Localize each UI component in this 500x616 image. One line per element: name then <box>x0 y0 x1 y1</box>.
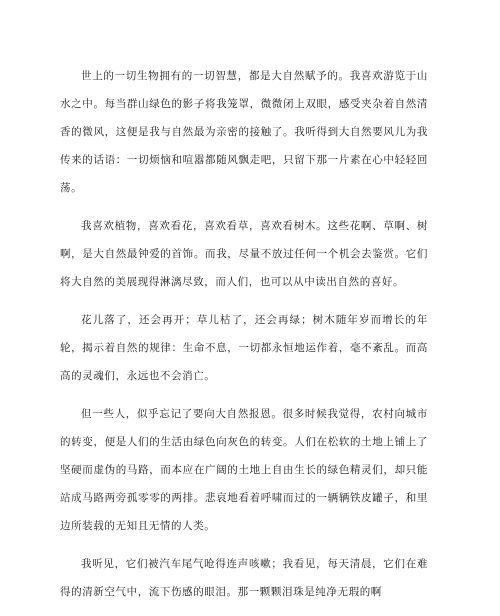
essay-body <box>60 62 428 616</box>
paragraph-3: 花儿落了，还会再开；草儿枯了，还会再绿；树木随年岁而增长的年轮，揭示着自然的规律：生命不息，一切都永恒地运作着，毫不紊乱。而高高的灵魂们，永远也不会消亡。 <box>60 314 428 382</box>
paragraph-2: 我喜欢植物，喜欢看花，喜欢看草，喜欢看树木。这些花啊、草啊、树啊，是大自然最钟爱的首饰。而我，尽量不放过任何一个机会去鉴赏。它们将大自然的美展现得淋漓尽致，而人们，也可以从中读出自然的喜好。 <box>60 220 428 288</box>
paragraph-5: 我听见，它们被汽车尾气呛得连声咳嗽；我看见，每天清晨，它们在难得的清新空气中，流下伤感的眼泪。那一颗颗泪珠是纯净无瑕的啊 <box>60 558 428 598</box>
paragraph-4: 但一些人，似乎忘记了要向大自然报恩。很多时候我觉得，农村向城市的转变，便是人们的生活由绿色向灰色的转变。人们在松软的土地上铺上了坚硬而虚伪的马路，而本应在广阔的土地上自由生长的绿色精灵们，却只能站成马路两旁孤零零的两排。悲哀地看着呼啸而过的一辆辆铁皮罐子，和里边所装载的无知且无情的人类。 <box>60 408 428 532</box>
paragraph-1: 世上的一切生物拥有的一切智慧，都是大自然赋予的。我喜欢游览于山水之中。每当群山绿色的影子将我笼罩，微微闭上双眼，感受夹杂着自然清香的微风，这便是我与自然最为亲密的接触了。我听得到大自然要风儿为我传来的话语：一切烦恼和喧嚣都随风飘走吧，只留下那一片素在心中轻轻回荡。 <box>60 70 428 194</box>
